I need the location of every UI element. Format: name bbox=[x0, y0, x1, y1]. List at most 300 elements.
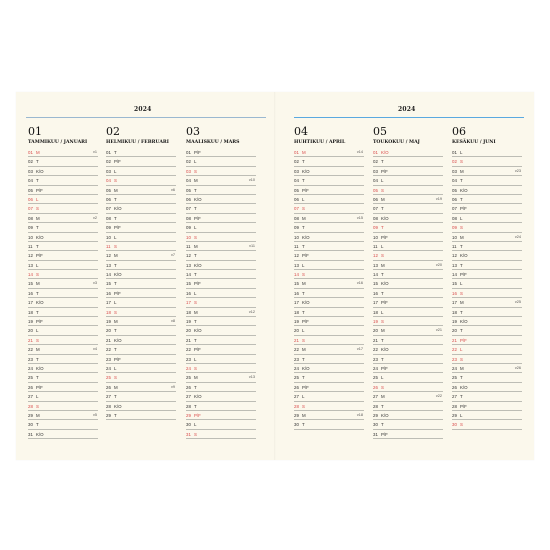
day-number: 16 bbox=[294, 290, 299, 296]
week-number: v6 bbox=[170, 187, 175, 192]
weekday-label: S bbox=[302, 272, 305, 278]
day-number: 05 bbox=[186, 187, 191, 193]
day-number: 29 bbox=[373, 412, 378, 418]
day-row bbox=[186, 364, 256, 373]
day-number: 02 bbox=[294, 159, 299, 165]
day-number: 01 bbox=[452, 150, 457, 155]
day-number: 28 bbox=[373, 403, 378, 409]
day-row bbox=[373, 411, 443, 420]
month-name: HELMIKUU / FEBRUARI bbox=[106, 140, 169, 145]
weekday-label: K/O bbox=[36, 365, 44, 371]
day-number: 29 bbox=[186, 412, 191, 418]
day-number: 31 bbox=[186, 431, 191, 437]
weekday-label: P/F bbox=[460, 272, 467, 278]
weekday-label: K/O bbox=[194, 196, 202, 202]
day-number: 25 bbox=[106, 375, 111, 381]
day-number: 30 bbox=[294, 422, 299, 428]
day-number: 23 bbox=[106, 356, 111, 362]
day-number: 05 bbox=[294, 187, 299, 193]
weekday-label: L bbox=[194, 356, 197, 362]
day-row bbox=[452, 402, 522, 411]
day-number: 12 bbox=[186, 253, 191, 259]
day-row bbox=[452, 223, 522, 232]
day-number: 31 bbox=[28, 431, 33, 437]
weekday-label: T bbox=[114, 394, 117, 400]
day-row bbox=[28, 167, 98, 176]
weekday-label: P/F bbox=[194, 150, 201, 155]
day-row bbox=[294, 317, 364, 326]
day-number: 06 bbox=[373, 196, 378, 202]
weekday-label: K/O bbox=[194, 328, 202, 334]
weekday-label: T bbox=[381, 206, 384, 212]
day-number: 25 bbox=[294, 375, 299, 381]
day-number: 28 bbox=[294, 403, 299, 409]
day-row bbox=[28, 402, 98, 411]
day-row bbox=[106, 317, 176, 326]
weekday-label: P/F bbox=[302, 253, 309, 259]
weekday-label: T bbox=[460, 375, 463, 381]
weekday-label: M bbox=[460, 300, 464, 306]
day-number: 19 bbox=[452, 319, 457, 325]
calendar-spread bbox=[16, 92, 534, 460]
day-row bbox=[106, 223, 176, 232]
day-number: 22 bbox=[452, 347, 457, 353]
weekday-label: T bbox=[194, 206, 197, 212]
day-number: 09 bbox=[28, 225, 33, 231]
week-number: v20 bbox=[435, 262, 442, 267]
day-number: 09 bbox=[186, 225, 191, 231]
day-number: 15 bbox=[28, 281, 33, 287]
day-number: 29 bbox=[28, 412, 33, 418]
day-row bbox=[186, 298, 256, 307]
day-row bbox=[106, 233, 176, 242]
day-number: 06 bbox=[452, 196, 457, 202]
day-row bbox=[452, 289, 522, 298]
weekday-label: T bbox=[114, 412, 117, 418]
day-number: 26 bbox=[373, 384, 378, 390]
day-row bbox=[373, 420, 443, 429]
day-number: 22 bbox=[28, 347, 33, 353]
month-number: 03 bbox=[186, 125, 200, 138]
day-number: 11 bbox=[294, 243, 299, 249]
weekday-label: T bbox=[36, 290, 39, 296]
day-number: 27 bbox=[28, 394, 33, 400]
book-spine bbox=[274, 92, 276, 460]
day-number: 27 bbox=[186, 394, 191, 400]
weekday-label: P/F bbox=[302, 187, 309, 193]
day-number: 24 bbox=[186, 365, 191, 371]
week-number: v25 bbox=[514, 300, 521, 305]
day-row bbox=[373, 289, 443, 298]
day-row bbox=[373, 195, 443, 204]
day-row bbox=[186, 223, 256, 232]
day-number: 03 bbox=[452, 168, 457, 174]
weekday-label: P/F bbox=[194, 281, 201, 287]
day-number: 07 bbox=[452, 206, 457, 212]
weekday-label: T bbox=[460, 196, 463, 202]
day-number: 06 bbox=[186, 196, 191, 202]
day-row bbox=[28, 430, 98, 439]
day-row bbox=[373, 242, 443, 251]
day-row bbox=[28, 279, 98, 288]
weekday-label: M bbox=[460, 168, 464, 174]
day-number: 28 bbox=[452, 403, 457, 409]
day-row bbox=[28, 261, 98, 270]
weekday-label: S bbox=[381, 319, 384, 325]
day-number: 17 bbox=[452, 300, 457, 306]
week-number: v13 bbox=[248, 375, 255, 380]
day-row bbox=[28, 298, 98, 307]
weekday-label: P/F bbox=[36, 187, 43, 193]
day-row bbox=[294, 336, 364, 345]
day-row bbox=[186, 233, 256, 242]
day-number: 18 bbox=[106, 309, 111, 315]
week-number: v26 bbox=[514, 365, 521, 370]
day-row bbox=[294, 383, 364, 392]
day-number: 04 bbox=[294, 178, 299, 184]
day-list bbox=[186, 148, 256, 439]
day-number: 27 bbox=[452, 394, 457, 400]
day-number: 08 bbox=[373, 215, 378, 221]
weekday-label: P/F bbox=[36, 253, 43, 259]
weekday-label: M bbox=[36, 215, 40, 221]
day-number: 15 bbox=[186, 281, 191, 287]
day-row bbox=[294, 176, 364, 185]
weekday-label: L bbox=[36, 328, 39, 334]
day-number: 24 bbox=[452, 365, 457, 371]
day-row bbox=[28, 411, 98, 420]
day-row bbox=[28, 326, 98, 335]
week-number: v21 bbox=[435, 328, 442, 333]
day-row bbox=[373, 186, 443, 195]
day-row bbox=[106, 148, 176, 157]
day-number: 12 bbox=[452, 253, 457, 259]
day-row bbox=[106, 157, 176, 166]
weekday-label: P/F bbox=[114, 159, 121, 165]
day-row bbox=[294, 411, 364, 420]
day-number: 11 bbox=[106, 243, 111, 249]
weekday-label: T bbox=[381, 337, 384, 343]
day-row bbox=[186, 383, 256, 392]
day-row bbox=[294, 204, 364, 213]
day-row bbox=[452, 204, 522, 213]
day-row bbox=[28, 355, 98, 364]
day-number: 22 bbox=[294, 347, 299, 353]
day-number: 23 bbox=[373, 356, 378, 362]
day-row bbox=[452, 195, 522, 204]
weekday-label: T bbox=[460, 262, 463, 268]
weekday-label: M bbox=[194, 243, 198, 249]
week-number: v19 bbox=[435, 196, 442, 201]
day-number: 12 bbox=[106, 253, 111, 259]
weekday-label: S bbox=[36, 206, 39, 212]
day-number: 18 bbox=[452, 309, 457, 315]
weekday-label: S bbox=[36, 272, 39, 278]
weekday-label: K/O bbox=[460, 187, 468, 193]
day-row bbox=[28, 373, 98, 382]
day-row bbox=[28, 364, 98, 373]
day-row bbox=[28, 251, 98, 260]
weekday-label: P/F bbox=[194, 215, 201, 221]
month-number: 04 bbox=[294, 125, 308, 138]
weekday-label: K/O bbox=[460, 253, 468, 259]
week-number: v23 bbox=[514, 168, 521, 173]
month-number: 01 bbox=[28, 125, 42, 138]
weekday-label: K/O bbox=[381, 347, 389, 353]
weekday-label: T bbox=[114, 196, 117, 202]
weekday-label: T bbox=[460, 309, 463, 315]
weekday-label: M bbox=[381, 328, 385, 334]
day-row bbox=[452, 233, 522, 242]
weekday-label: K/O bbox=[114, 272, 122, 278]
day-row bbox=[452, 308, 522, 317]
weekday-label: P/F bbox=[114, 356, 121, 362]
day-number: 02 bbox=[106, 159, 111, 165]
day-number: 02 bbox=[186, 159, 191, 165]
day-row bbox=[373, 383, 443, 392]
weekday-label: T bbox=[114, 347, 117, 353]
day-number: 05 bbox=[373, 187, 378, 193]
week-number: v3 bbox=[92, 281, 97, 286]
day-number: 08 bbox=[106, 215, 111, 221]
weekday-label: T bbox=[36, 178, 39, 184]
day-row bbox=[106, 214, 176, 223]
day-row bbox=[186, 167, 256, 176]
weekday-label: L bbox=[460, 412, 463, 418]
day-number: 23 bbox=[452, 356, 457, 362]
day-number: 24 bbox=[373, 365, 378, 371]
day-row bbox=[28, 214, 98, 223]
day-row bbox=[294, 270, 364, 279]
week-number: v22 bbox=[435, 394, 442, 399]
day-number: 25 bbox=[186, 375, 191, 381]
weekday-label: S bbox=[460, 290, 463, 296]
weekday-label: L bbox=[36, 394, 39, 400]
day-number: 21 bbox=[452, 337, 457, 343]
day-row bbox=[106, 176, 176, 185]
day-number: 16 bbox=[28, 290, 33, 296]
day-row bbox=[373, 326, 443, 335]
day-number: 09 bbox=[452, 225, 457, 231]
weekday-label: K/O bbox=[302, 234, 310, 240]
weekday-label: T bbox=[460, 394, 463, 400]
weekday-label: T bbox=[36, 422, 39, 428]
weekday-label: K/O bbox=[302, 300, 310, 306]
weekday-label: S bbox=[194, 168, 197, 174]
day-row bbox=[186, 251, 256, 260]
day-number: 27 bbox=[373, 394, 378, 400]
day-row bbox=[186, 402, 256, 411]
day-row bbox=[28, 317, 98, 326]
weekday-label: S bbox=[194, 300, 197, 306]
weekday-label: L bbox=[114, 365, 117, 371]
month-column bbox=[452, 126, 522, 430]
weekday-label: T bbox=[114, 150, 117, 155]
weekday-label: L bbox=[302, 394, 305, 400]
day-number: 04 bbox=[452, 178, 457, 184]
day-number: 30 bbox=[186, 422, 191, 428]
day-number: 04 bbox=[373, 178, 378, 184]
day-row bbox=[106, 383, 176, 392]
day-number: 26 bbox=[28, 384, 33, 390]
day-number: 01 bbox=[373, 150, 378, 155]
weekday-label: K/O bbox=[460, 384, 468, 390]
weekday-label: T bbox=[194, 272, 197, 278]
header-rule-left bbox=[26, 117, 266, 118]
day-row bbox=[294, 364, 364, 373]
day-list bbox=[373, 148, 443, 439]
day-number: 13 bbox=[452, 262, 457, 268]
month-column bbox=[294, 126, 364, 430]
weekday-label: K/O bbox=[114, 403, 122, 409]
day-number: 13 bbox=[294, 262, 299, 268]
weekday-label: M bbox=[36, 347, 40, 353]
day-number: 01 bbox=[28, 150, 33, 155]
day-row bbox=[373, 251, 443, 260]
day-row bbox=[28, 242, 98, 251]
day-number: 02 bbox=[28, 159, 33, 165]
weekday-label: S bbox=[302, 403, 305, 409]
day-number: 02 bbox=[452, 159, 457, 165]
day-row bbox=[373, 392, 443, 401]
day-row bbox=[373, 223, 443, 232]
weekday-label: T bbox=[381, 356, 384, 362]
day-row bbox=[106, 242, 176, 251]
day-row bbox=[28, 289, 98, 298]
weekday-label: M bbox=[194, 309, 198, 315]
day-row bbox=[452, 326, 522, 335]
day-row bbox=[373, 355, 443, 364]
day-number: 07 bbox=[186, 206, 191, 212]
day-row bbox=[373, 261, 443, 270]
day-row bbox=[186, 355, 256, 364]
day-number: 20 bbox=[294, 328, 299, 334]
day-row bbox=[452, 392, 522, 401]
year-label-right: 2024 bbox=[398, 106, 416, 113]
day-number: 10 bbox=[28, 234, 33, 240]
day-number: 25 bbox=[452, 375, 457, 381]
day-number: 08 bbox=[186, 215, 191, 221]
day-number: 03 bbox=[373, 168, 378, 174]
weekday-label: T bbox=[302, 225, 305, 231]
weekday-label: M bbox=[302, 347, 306, 353]
week-number: v10 bbox=[248, 178, 255, 183]
weekday-label: K/O bbox=[381, 281, 389, 287]
weekday-label: L bbox=[302, 262, 305, 268]
day-number: 18 bbox=[373, 309, 378, 315]
week-number: v24 bbox=[514, 234, 521, 239]
day-row bbox=[294, 233, 364, 242]
day-row bbox=[106, 411, 176, 420]
weekday-label: M bbox=[381, 394, 385, 400]
day-row bbox=[28, 336, 98, 345]
weekday-label: L bbox=[36, 262, 39, 268]
day-number: 19 bbox=[373, 319, 378, 325]
day-number: 18 bbox=[28, 309, 33, 315]
weekday-label: P/F bbox=[302, 384, 309, 390]
day-number: 04 bbox=[106, 178, 111, 184]
weekday-label: K/O bbox=[114, 337, 122, 343]
day-row bbox=[186, 308, 256, 317]
weekday-label: M bbox=[460, 365, 464, 371]
weekday-label: T bbox=[36, 375, 39, 381]
day-row bbox=[373, 308, 443, 317]
day-row bbox=[294, 186, 364, 195]
day-number: 16 bbox=[106, 290, 111, 296]
week-number: v18 bbox=[356, 412, 363, 417]
day-number: 21 bbox=[106, 337, 111, 343]
weekday-label: S bbox=[194, 365, 197, 371]
day-row bbox=[106, 336, 176, 345]
day-number: 23 bbox=[186, 356, 191, 362]
day-row bbox=[28, 383, 98, 392]
day-row bbox=[294, 279, 364, 288]
weekday-label: S bbox=[460, 356, 463, 362]
weekday-label: T bbox=[460, 243, 463, 249]
weekday-label: K/O bbox=[460, 319, 468, 325]
weekday-label: T bbox=[381, 225, 384, 231]
week-number: v15 bbox=[356, 215, 363, 220]
weekday-label: P/F bbox=[381, 431, 388, 437]
weekday-label: M bbox=[460, 234, 464, 240]
day-number: 08 bbox=[294, 215, 299, 221]
day-row bbox=[186, 317, 256, 326]
day-number: 09 bbox=[106, 225, 111, 231]
weekday-label: S bbox=[114, 178, 117, 184]
day-number: 19 bbox=[186, 319, 191, 325]
day-number: 22 bbox=[106, 347, 111, 353]
weekday-label: P/F bbox=[36, 384, 43, 390]
day-number: 14 bbox=[106, 272, 111, 278]
weekday-label: T bbox=[36, 356, 39, 362]
day-number: 17 bbox=[373, 300, 378, 306]
day-number: 19 bbox=[106, 319, 111, 325]
day-number: 08 bbox=[452, 215, 457, 221]
day-row bbox=[373, 402, 443, 411]
day-number: 29 bbox=[294, 412, 299, 418]
day-row bbox=[186, 336, 256, 345]
day-row bbox=[452, 214, 522, 223]
week-number: v7 bbox=[170, 253, 175, 258]
weekday-label: M bbox=[36, 150, 40, 155]
day-number: 13 bbox=[373, 262, 378, 268]
day-number: 23 bbox=[28, 356, 33, 362]
day-row bbox=[452, 251, 522, 260]
day-number: 05 bbox=[28, 187, 33, 193]
weekday-label: T bbox=[194, 403, 197, 409]
day-row bbox=[186, 157, 256, 166]
weekday-label: K/O bbox=[194, 394, 202, 400]
day-number: 24 bbox=[28, 365, 33, 371]
day-row bbox=[186, 345, 256, 354]
day-number: 17 bbox=[294, 300, 299, 306]
day-row bbox=[452, 345, 522, 354]
day-row bbox=[186, 186, 256, 195]
weekday-label: T bbox=[381, 159, 384, 165]
day-row bbox=[452, 176, 522, 185]
day-row bbox=[28, 392, 98, 401]
day-number: 09 bbox=[294, 225, 299, 231]
day-number: 06 bbox=[28, 196, 33, 202]
day-row bbox=[294, 157, 364, 166]
day-row bbox=[294, 298, 364, 307]
day-number: 16 bbox=[186, 290, 191, 296]
day-number: 12 bbox=[294, 253, 299, 259]
day-number: 19 bbox=[28, 319, 33, 325]
day-number: 03 bbox=[294, 168, 299, 174]
day-row bbox=[373, 336, 443, 345]
weekday-label: K/O bbox=[114, 206, 122, 212]
